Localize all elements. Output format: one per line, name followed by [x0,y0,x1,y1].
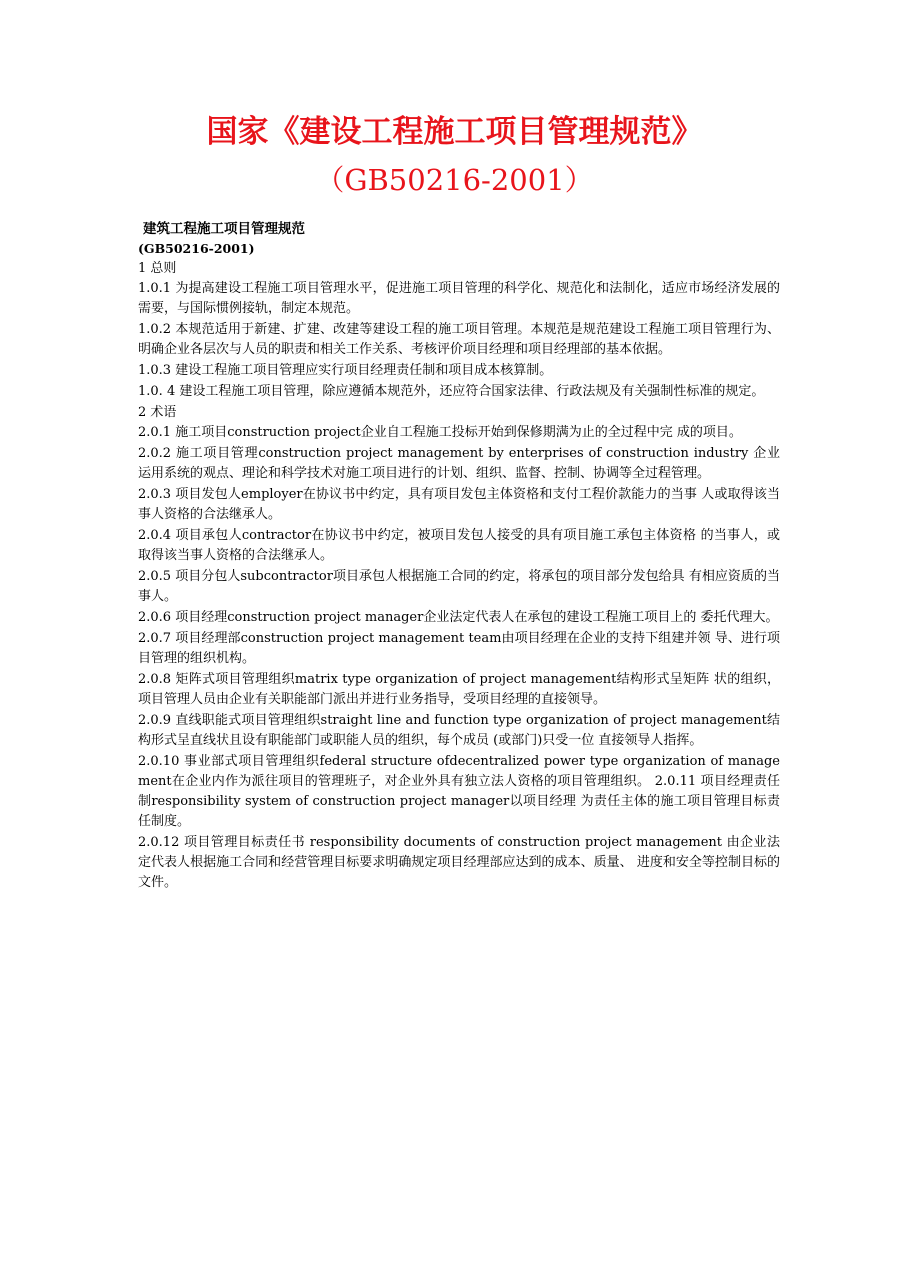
clause-1-0-1: 1.0.1 为提高建设工程施工项目管理水平，促进施工项目管理的科学化、规范化和法制化，适应市场经济发展的需要，与国际惯例接轨，制定本规范。 [138,281,780,316]
clause-1-0-2: 1.0.2 本规范适用于新建、扩建、改建等建设工程的施工项目管理。本规范是规范建设工程施工项目管理行为、明确企业各层次与人员的职责和相关工作关系、考核评价项目经理和项目经理部的基本依据。 [138,322,780,357]
clause-2-0-9: 2.0.9 直线职能式项目管理组织straight line and function type organization of project management结构形式呈直线状且设有职能部门或职能人员的组织，每个成员 (或部门)只受一位 直接领导人指挥。 [138,713,780,748]
clause-2-0-3: 2.0.3 项目发包人employer在协议书中约定，具有项目发包主体资格和支付工程价款能力的当事 人或取得该当事人资格的合法继承人。 [138,487,780,522]
clause-2-0-1: 2.0.1 施工项目construction project企业自工程施工投标开始到保修期满为止的全过程中完 成的项目。 [138,425,742,440]
document-code: (GB50216-2001) [138,241,255,256]
section-heading-general: 1 总则 [138,261,177,276]
clause-2-0-8: 2.0.8 矩阵式项目管理组织matrix type organization of project management结构形式呈矩阵 状的组织，项目管理人员由企业有关职能部门派出并进行业务指导，受项目经理的直接领导。 [138,672,780,707]
clause-2-0-5: 2.0.5 项目分包人subcontractor项目承包人根据施工合同的约定，将承包的项目部分发包给具 有相应资质的当事人。 [138,569,780,604]
clause-2-0-12: 2.0.12 项目管理目标责任书 responsibility documents of construction project management 由企业法定代表人根据施工合同和经营管理目标要求明确规定项目经理部应达到的成本、质量、 进度和安全等控制目标的文件。 [138,835,780,890]
clause-1-0-4: 1.0. 4 建设工程施工项目管理，除应遵循本规范外，还应符合国家法律、行政法规及有关强制性标准的规定。 [138,384,765,399]
section-heading-terms: 2 术语 [138,405,177,420]
clause-2-0-4: 2.0.4 项目承包人contractor在协议书中约定，被项目发包人接受的具有项目施工承包主体资格 的当事人，或取得该当事人资格的合法继承人。 [138,528,780,563]
clause-2-0-10: 2.0.10 事业部式项目管理组织federal structure ofdecentralized power type organization of management在企业内作为派往项目的管理班子，对企业外具有独立法人资格的项目管理组织。 2.0.11 项目经理责任制responsibility system of construction project manager以项目经理 为责任主体的施工项目管理目标责任制度。 [138,754,780,829]
clause-2-0-7: 2.0.7 项目经理部construction project management team由项目经理在企业的支持下组建并领 导、进行项目管理的组织机构。 [138,631,780,666]
document-body [138,219,780,894]
document-title: 国家《建设工程施工项目管理规范》 [206,114,703,150]
document-subtitle: 建筑工程施工项目管理规范 [143,221,305,237]
clause-1-0-3: 1.0.3 建设工程施工项目管理应实行项目经理责任制和项目成本核算制。 [138,363,553,378]
document-title-code: （GB50216-2001） [315,163,594,197]
clause-2-0-6: 2.0.6 项目经理construction project manager企业法定代表人在承包的建设工程施工项目上的 委托代理大。 [138,610,779,625]
clause-2-0-2: 2.0.2 施工项目管理construction project management by enterprises of construction industry 企业运用系统的观点、理论和科学技术对施工项目进行的计划、组织、监督、控制、协调等全过程管理。 [138,446,780,481]
